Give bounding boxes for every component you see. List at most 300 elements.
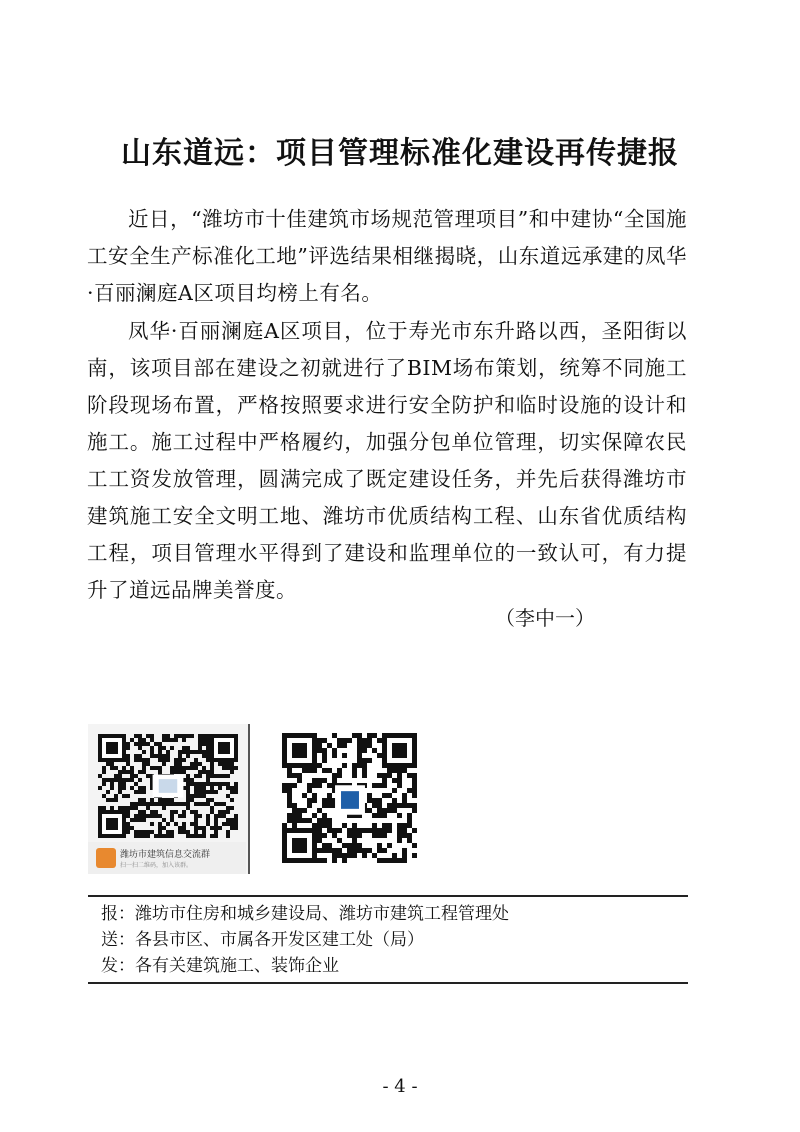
qr-module <box>198 794 202 798</box>
qr-module <box>322 738 327 743</box>
qr-module <box>174 802 178 806</box>
qr-module <box>182 826 186 830</box>
qr-module <box>307 788 312 793</box>
qr-module <box>292 808 297 813</box>
qr-module <box>317 808 322 813</box>
qr-module <box>146 802 150 806</box>
qr-module <box>202 742 206 746</box>
qr-module <box>317 738 322 743</box>
qr-module <box>206 790 210 794</box>
qr-module <box>166 798 170 802</box>
qr-module <box>352 823 357 828</box>
qr-module <box>332 853 337 858</box>
qr-module <box>412 778 417 783</box>
qr-module <box>130 766 134 770</box>
qr-module <box>150 750 154 754</box>
qr-module <box>367 743 372 748</box>
qr-module <box>317 858 322 863</box>
qr-module <box>332 833 337 838</box>
qr-module <box>397 778 402 783</box>
qr-module <box>214 814 218 818</box>
qr-module <box>138 798 142 802</box>
qr-module <box>138 786 142 790</box>
qr-module <box>186 790 190 794</box>
qr-module <box>332 773 337 778</box>
qr-module <box>146 742 150 746</box>
qr-module <box>234 826 238 830</box>
qr-module <box>194 834 198 838</box>
qr-module <box>110 806 114 810</box>
qr-module <box>332 848 337 853</box>
qr-module <box>126 762 130 766</box>
qr-module <box>234 790 238 794</box>
qr-module <box>402 828 407 833</box>
qr-module <box>142 818 146 822</box>
qr-module <box>322 823 327 828</box>
qr-module <box>202 802 206 806</box>
divider-bottom <box>88 982 688 984</box>
qr-module <box>297 773 302 778</box>
qr-module <box>142 758 146 762</box>
qr-module <box>182 814 186 818</box>
qr-module <box>357 733 362 738</box>
qr-module <box>158 826 162 830</box>
qr-module <box>142 814 146 818</box>
qr-module <box>118 774 122 778</box>
qr-module <box>226 794 230 798</box>
qr-module <box>327 793 332 798</box>
qr-module <box>206 738 210 742</box>
qr-module <box>178 758 182 762</box>
qr-module <box>134 782 138 786</box>
qr-module <box>234 818 238 822</box>
qr-module <box>134 814 138 818</box>
qr-module <box>186 778 190 782</box>
qr-module <box>158 802 162 806</box>
qr-module <box>387 773 392 778</box>
qr-module <box>322 858 327 863</box>
qr-module <box>134 830 138 834</box>
qr-module <box>118 782 122 786</box>
qr-module <box>174 766 178 770</box>
qr-module <box>138 754 142 758</box>
qr-module <box>357 748 362 753</box>
qr-module <box>226 782 230 786</box>
qr-module <box>206 822 210 826</box>
qr-module <box>186 834 190 838</box>
qr-module <box>226 830 230 834</box>
qr-module <box>352 833 357 838</box>
qr-module <box>362 853 367 858</box>
qr-module <box>202 766 206 770</box>
qr-module <box>222 766 226 770</box>
qr-module <box>210 810 214 814</box>
qr-module <box>182 822 186 826</box>
qr-module <box>206 754 210 758</box>
qr-module <box>150 738 154 742</box>
article-title: 山东道远：项目管理标准化建设再传捷报 <box>121 136 679 171</box>
qr-module <box>302 793 307 798</box>
qr-module <box>230 826 234 830</box>
qr-module <box>337 743 342 748</box>
qr-module <box>352 853 357 858</box>
qr-module <box>194 826 198 830</box>
qr-module <box>198 762 202 766</box>
qr-module <box>146 814 150 818</box>
qr-module <box>206 778 210 782</box>
qr-module <box>282 823 287 828</box>
qr-module <box>206 770 210 774</box>
qr-module <box>357 763 362 768</box>
qr-module <box>302 768 307 773</box>
qr-finder <box>292 838 307 853</box>
page-number: - 4 - <box>382 1076 418 1097</box>
qr-module <box>407 813 412 818</box>
qr-module <box>202 826 206 830</box>
qr-module <box>162 798 166 802</box>
qr-module <box>226 822 230 826</box>
qr-module <box>317 848 322 853</box>
qr-module <box>382 848 387 853</box>
qr-module <box>367 828 372 833</box>
qr-module <box>186 754 190 758</box>
qr-module <box>362 763 367 768</box>
briefcase-icon <box>96 848 116 868</box>
qr-module <box>382 828 387 833</box>
qr-module <box>362 748 367 753</box>
qr-module <box>198 742 202 746</box>
qr-module <box>332 748 337 753</box>
qr-module <box>190 766 194 770</box>
qr-module <box>322 803 327 808</box>
qr-module <box>332 828 337 833</box>
qr-module <box>347 828 352 833</box>
qr-module <box>102 770 106 774</box>
qr-module <box>210 826 214 830</box>
qr-module <box>202 738 206 742</box>
qr-module <box>150 822 154 826</box>
qr-module <box>118 790 122 794</box>
qr-module <box>402 798 407 803</box>
qr-module <box>198 734 202 738</box>
qr-module <box>178 830 182 834</box>
divider-top <box>88 895 688 897</box>
qr-module <box>150 734 154 738</box>
qr-module <box>210 790 214 794</box>
distribution-issue: 发：各有关建筑施工、装饰企业 <box>101 956 339 976</box>
qr-module <box>178 770 182 774</box>
qr-module <box>158 770 162 774</box>
qr-module <box>106 790 110 794</box>
qr-module <box>387 843 392 848</box>
qr-module <box>126 810 130 814</box>
qr-logo-icon <box>341 791 359 809</box>
qr-module <box>142 742 146 746</box>
qr-module <box>387 803 392 808</box>
qr-module <box>317 823 322 828</box>
qr-module <box>282 783 287 788</box>
qr-module <box>162 806 166 810</box>
qr-module <box>387 858 392 863</box>
qr-module <box>230 790 234 794</box>
qr-module <box>162 826 166 830</box>
qr-module <box>206 734 210 738</box>
qr-module <box>282 788 287 793</box>
qr-module <box>154 834 158 838</box>
qr-module <box>138 742 142 746</box>
qr-module <box>110 778 114 782</box>
qr-module <box>372 803 377 808</box>
qr-module <box>287 768 292 773</box>
qr-module <box>218 786 222 790</box>
qr-module <box>178 762 182 766</box>
qr-module <box>287 798 292 803</box>
qr-module <box>397 783 402 788</box>
qr-module <box>412 773 417 778</box>
qr-module <box>130 738 134 742</box>
qr-finder <box>218 742 230 754</box>
qr-module <box>186 746 190 750</box>
qr-module <box>146 762 150 766</box>
qr-module <box>377 828 382 833</box>
qr-module <box>206 814 210 818</box>
qr-module <box>194 750 198 754</box>
qr-module <box>182 770 186 774</box>
qr-module <box>134 734 138 738</box>
qr-module <box>218 814 222 818</box>
qr-module <box>412 828 417 833</box>
qr-module <box>202 794 206 798</box>
qr-module <box>194 758 198 762</box>
qr-module <box>407 833 412 838</box>
qr-module <box>332 778 337 783</box>
qr-module <box>218 782 222 786</box>
qr-module <box>138 830 142 834</box>
qr-module <box>337 768 342 773</box>
qr-module <box>190 834 194 838</box>
qr-module <box>287 813 292 818</box>
qr-module <box>210 798 214 802</box>
qr-module <box>142 810 146 814</box>
qr-module <box>312 823 317 828</box>
qr-module <box>202 750 206 754</box>
qr-module <box>122 770 126 774</box>
qr-finder <box>292 743 307 758</box>
qr-module <box>327 848 332 853</box>
qr-module <box>317 778 322 783</box>
qr-module <box>206 742 210 746</box>
qr-module <box>158 742 162 746</box>
qr-module <box>362 738 367 743</box>
qr-module <box>166 802 170 806</box>
qr-module <box>402 848 407 853</box>
qr-module <box>130 770 134 774</box>
qr-module <box>150 766 154 770</box>
qr-module <box>190 798 194 802</box>
qr-module <box>297 818 302 823</box>
qr-module <box>412 788 417 793</box>
qr-module <box>357 743 362 748</box>
qr-module <box>126 794 130 798</box>
qr-module <box>138 802 142 806</box>
qr-module <box>377 798 382 803</box>
qr-module <box>194 818 198 822</box>
qr-module <box>134 806 138 810</box>
qr-module <box>372 783 377 788</box>
qr-module <box>372 798 377 803</box>
qr-module <box>162 738 166 742</box>
qr-module <box>317 743 322 748</box>
qr-module <box>317 838 322 843</box>
qr-module <box>166 834 170 838</box>
qr-module <box>214 822 218 826</box>
qr-module <box>158 758 162 762</box>
qr-module <box>106 798 110 802</box>
qr-module <box>158 830 162 834</box>
qr-module <box>377 848 382 853</box>
qr-module <box>372 833 377 838</box>
qr-module <box>110 782 114 786</box>
qr-module <box>214 782 218 786</box>
qr-module <box>357 848 362 853</box>
qr-module <box>234 782 238 786</box>
qr-module <box>106 778 110 782</box>
qr-module <box>322 768 327 773</box>
qr-module <box>130 806 134 810</box>
qr-module <box>142 790 146 794</box>
qr-module <box>126 826 130 830</box>
qr-module <box>142 802 146 806</box>
qr-module <box>218 774 222 778</box>
qr-module <box>182 750 186 754</box>
qr-module <box>126 778 130 782</box>
qr-module <box>198 790 202 794</box>
qr-module <box>352 768 357 773</box>
qr-module <box>342 763 347 768</box>
qr-module <box>194 810 198 814</box>
qr-module <box>327 743 332 748</box>
qr-module <box>186 830 190 834</box>
qr-module <box>357 828 362 833</box>
qr-module <box>210 782 214 786</box>
qr-module <box>206 758 210 762</box>
qr-module <box>178 754 182 758</box>
qr-module <box>114 798 118 802</box>
qr-module <box>118 786 122 790</box>
author-byline: （李中一） <box>495 606 595 630</box>
distribution-list <box>101 901 509 979</box>
qr-module <box>312 793 317 798</box>
qr-module <box>382 793 387 798</box>
qr-module <box>214 826 218 830</box>
qr-module <box>387 768 392 773</box>
qr-module <box>357 843 362 848</box>
qr-module <box>194 830 198 834</box>
qr-module <box>312 798 317 803</box>
qr-module <box>407 838 412 843</box>
qr-module <box>382 778 387 783</box>
qr-module <box>170 802 174 806</box>
qr-module <box>150 798 154 802</box>
qr-module <box>292 773 297 778</box>
qr-module <box>226 818 230 822</box>
qr-module <box>126 754 130 758</box>
qr-module <box>222 774 226 778</box>
qr-module <box>377 753 382 758</box>
qr-module <box>134 758 138 762</box>
qr-module <box>342 823 347 828</box>
paragraph-text: 近日，“潍坊市十佳建筑市场规范管理项目”和中建协“全国施工安全生产标准化工地”评选结果相继揭晓，山东道远承建的凤华·百丽澜庭A区项目均榜上有名。 <box>87 207 687 305</box>
qr-module <box>292 823 297 828</box>
qr-module <box>332 753 337 758</box>
qr-module <box>174 822 178 826</box>
qr-module <box>307 768 312 773</box>
qr-module <box>138 770 142 774</box>
qr-module <box>202 770 206 774</box>
qr-module <box>186 802 190 806</box>
qr-module <box>162 834 166 838</box>
qr-module <box>226 766 230 770</box>
qr-module <box>178 802 182 806</box>
qr-module <box>402 858 407 863</box>
group-name: 潍坊市建筑信息交流群 <box>120 850 211 860</box>
qr-module <box>317 783 322 788</box>
qr-module <box>194 814 198 818</box>
qr-module <box>194 762 198 766</box>
qr-module <box>126 742 130 746</box>
qr-module <box>198 782 202 786</box>
qr-module <box>226 810 230 814</box>
qr-module <box>347 833 352 838</box>
qr-module <box>182 766 186 770</box>
qr-module <box>130 774 134 778</box>
qr-module <box>118 778 122 782</box>
qr-module <box>182 758 186 762</box>
qr-module <box>230 806 234 810</box>
qr-module <box>170 818 174 822</box>
qr-module <box>158 750 162 754</box>
qr-module <box>407 823 412 828</box>
qr-module <box>150 814 154 818</box>
qr-module <box>186 786 190 790</box>
qr-module <box>122 794 126 798</box>
qr-module <box>170 766 174 770</box>
qr-module <box>170 770 174 774</box>
qr-module <box>402 833 407 838</box>
qr-module <box>297 808 302 813</box>
qr-module <box>142 770 146 774</box>
qr-module <box>198 738 202 742</box>
qr-module <box>377 843 382 848</box>
qr-module <box>190 782 194 786</box>
qr-module <box>130 818 134 822</box>
qr-module <box>377 773 382 778</box>
qr-module <box>198 770 202 774</box>
qr-module <box>367 758 372 763</box>
qr-module <box>170 834 174 838</box>
qr-module <box>174 758 178 762</box>
qr-module <box>347 738 352 743</box>
qr-module <box>190 762 194 766</box>
qr-module <box>357 753 362 758</box>
qr-module <box>337 848 342 853</box>
qr-module <box>322 758 327 763</box>
qr-module <box>402 793 407 798</box>
qr-module <box>397 803 402 808</box>
group-hint: 扫一扫二维码，加入该群。 <box>120 862 193 869</box>
qr-module <box>138 834 142 838</box>
qr-module <box>392 798 397 803</box>
